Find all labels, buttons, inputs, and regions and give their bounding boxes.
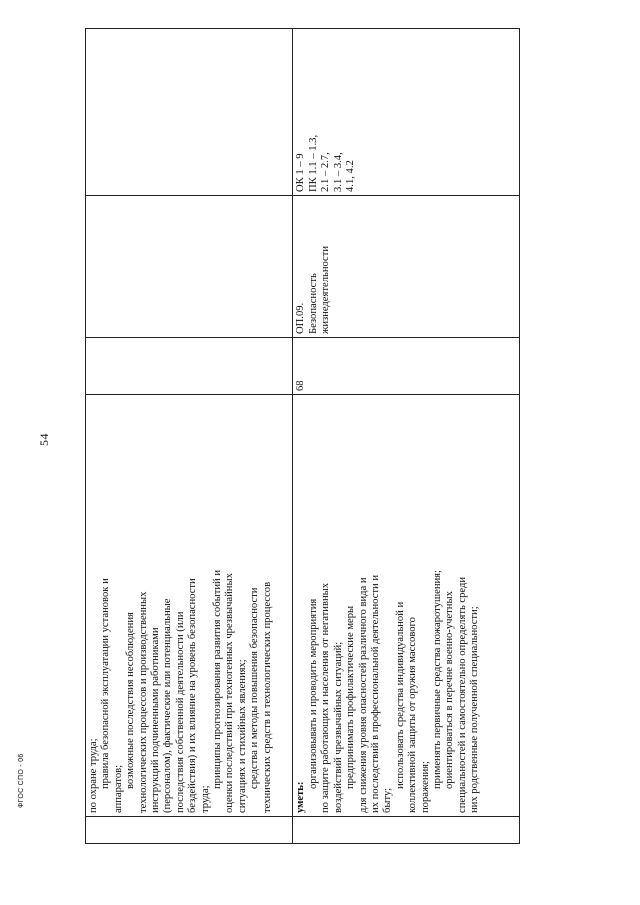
- text-line: по защите работающих и населения от негативных: [320, 582, 332, 813]
- cell-discipline-empty: [86, 196, 293, 338]
- hours-value: 68: [295, 380, 307, 391]
- knowledge-lines: [88, 398, 274, 813]
- skills-lines: [308, 398, 482, 813]
- text-line: по охране труда;: [88, 738, 99, 813]
- page-number: 54: [37, 433, 51, 446]
- text-line: аппаратов;: [112, 764, 124, 813]
- skills-heading: уметь:: [295, 781, 307, 813]
- text-line: использовать средства индивидуальной и: [394, 601, 406, 789]
- text-line: инструкций подчиненными работниками: [150, 627, 162, 813]
- text-line: технологических процессов и производственных: [137, 591, 149, 813]
- competence-line: ОК 1 – 9: [295, 153, 307, 192]
- footer-code: ФГОС СПО - 06: [18, 753, 25, 808]
- cell-hours-empty: [86, 338, 293, 395]
- curriculum-table: [85, 28, 520, 844]
- text-line: принципы прогнозирования развития событий и: [212, 570, 224, 789]
- cell-blank: [293, 817, 520, 844]
- competence-line: 4.1, 4.2: [345, 160, 357, 192]
- discipline-line: жизнедеятельности: [320, 245, 332, 334]
- text-line: быту;: [382, 787, 394, 813]
- competence-lines: [295, 32, 357, 192]
- cell-competence-empty: [86, 29, 293, 196]
- cell-competence: [293, 29, 520, 196]
- text-line: возможные последствия несоблюдения: [125, 612, 137, 789]
- text-line: правила безопасной эксплуатации установок и: [100, 578, 112, 789]
- text-line: специальностей и самостоятельно определять среди: [456, 576, 468, 813]
- cell-skills-text: [293, 395, 520, 817]
- cell-blank: [86, 817, 293, 844]
- text-line: предпринимать профилактические меры: [345, 605, 357, 789]
- competence-line: 2.1 – 2.7,: [320, 152, 332, 192]
- text-line: бездействия) и их влияние на уровень безопасности: [187, 578, 199, 813]
- text-line: ситуациях и стихийных явлениях;: [236, 659, 248, 813]
- text-line: оценки последствий при техногенных чрезвычайных: [224, 573, 236, 813]
- text-line: их последствий в профессиональной деятельности и: [369, 574, 381, 813]
- text-line: применять первичные средства пожаротушения;: [431, 570, 443, 789]
- text-line: них родственные полученной специальности;: [469, 606, 481, 813]
- text-line: (персоналом), фактические или потенциальные: [162, 598, 174, 813]
- text-line: технических средств и технологических процессов: [261, 581, 273, 813]
- competence-line: ПК 1.1 – 1.3,: [307, 134, 319, 192]
- discipline-lines: [295, 199, 332, 334]
- table-row-skills: [293, 29, 520, 844]
- discipline-line: Безопасность: [307, 273, 319, 334]
- text-line: ориентироваться в перечне военно-учетных: [444, 591, 456, 789]
- cell-knowledge-text: [86, 395, 293, 817]
- text-line: воздействий чрезвычайных ситуаций;: [332, 641, 344, 813]
- competence-line: 3.1 – 3.4,: [332, 152, 344, 192]
- text-line: средства и методы повышения безопасности: [249, 587, 261, 789]
- curriculum-table-wrapper: [85, 49, 520, 844]
- text-line: для снижения уровня опасностей различного вида и: [357, 577, 369, 813]
- cell-hours: [293, 338, 520, 395]
- text-line: коллективной защиты от оружия массового: [407, 617, 419, 813]
- discipline-line: ОП.09.: [295, 302, 307, 334]
- text-line: организовывать и проводить мероприятия: [307, 598, 319, 789]
- text-line: последствия собственной деятельности (или: [174, 611, 186, 813]
- text-line: поражения;: [419, 760, 431, 813]
- cell-discipline: [293, 196, 520, 338]
- text-line: труда;: [199, 785, 211, 813]
- table-row-knowledge: [86, 29, 293, 844]
